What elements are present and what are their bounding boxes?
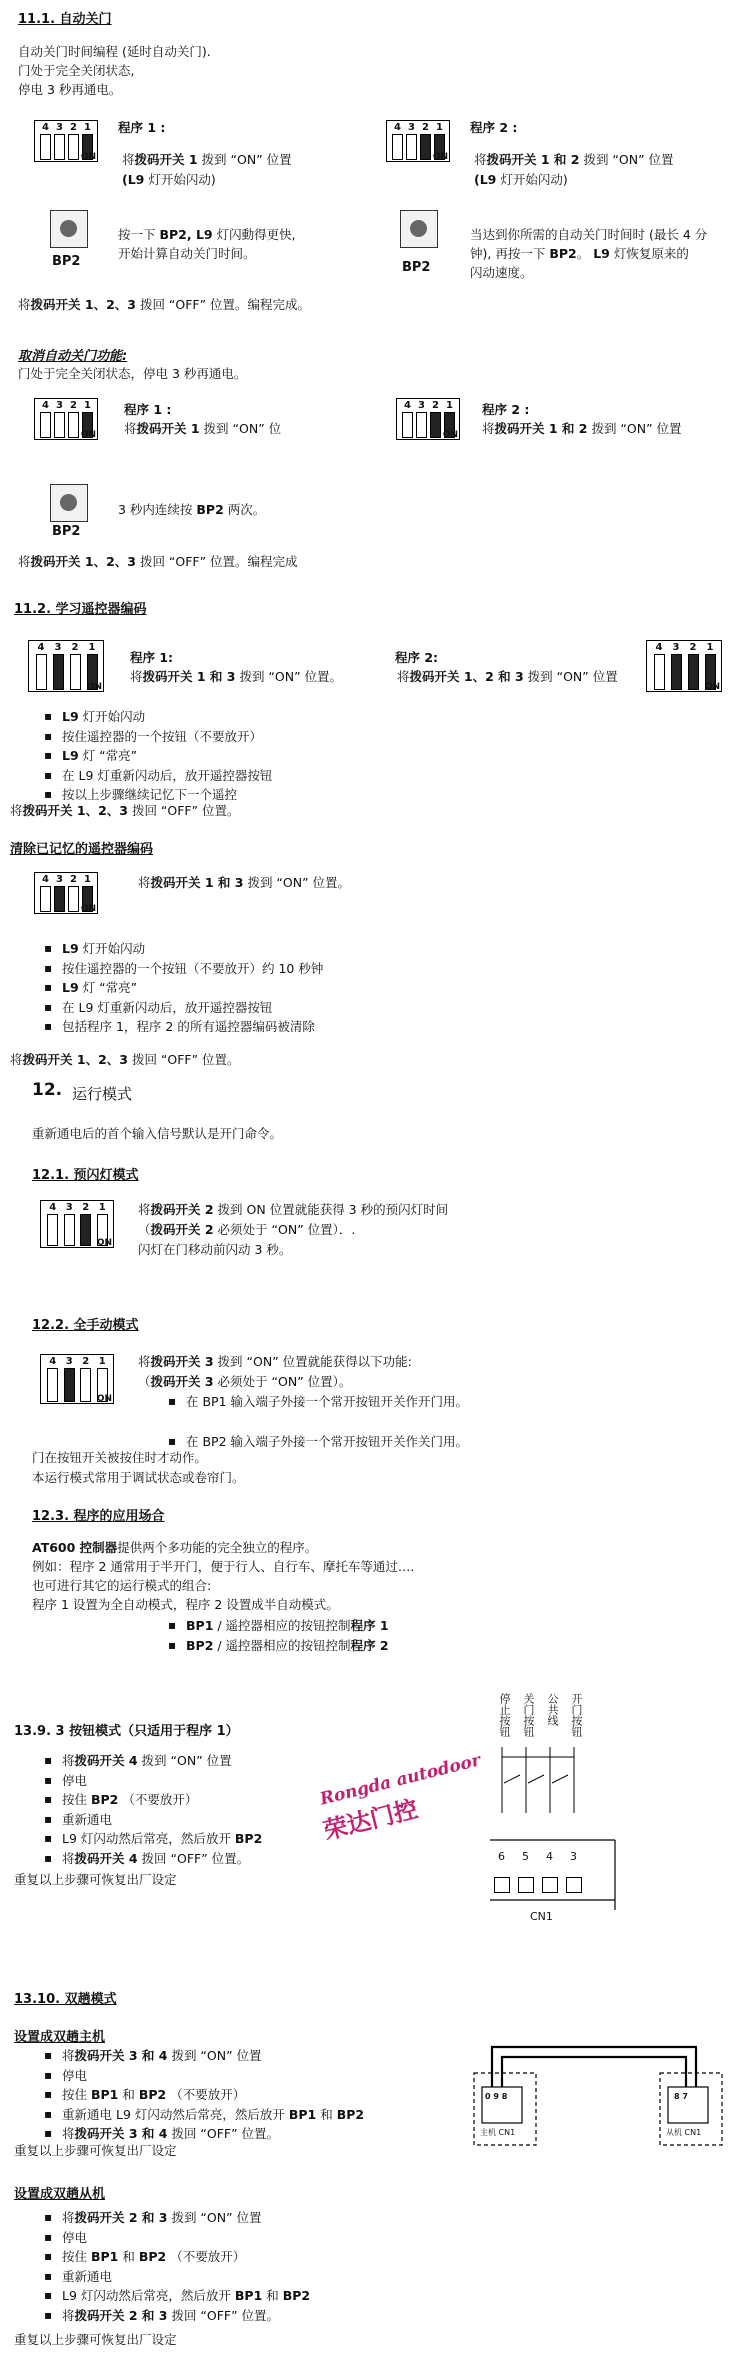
dip-switch-lever [420,134,431,160]
instruction-line: (L9 灯开始闪动) [122,172,216,187]
dip-number: 1 [98,1202,106,1213]
section-title-11-2: 11.2. 学习遥控器编码 [14,602,147,617]
wire-label: 公共线 [546,1693,559,1726]
instruction-line: 将拨码开关 2 拨到 ON 位置就能获得 3 秒的预闪灯时间 [138,1202,449,1217]
list-item: ▪ BP1 / 遥控器相应的按钮控制程序 1 [186,1616,389,1636]
wire-label: 关门按钮 [522,1693,535,1737]
dip-switch-lever [70,654,81,690]
finish-line: 将拨码开关 1、2、3 拨回 “OFF” 位置。编程完成 [18,554,298,569]
step-list [62,939,323,1037]
dip-number: 3 [65,1356,73,1367]
dip-number: 3 [54,642,62,653]
step-list [186,1392,468,1451]
dip-switch-lever [53,654,64,690]
wire-label: 停止按钮 [498,1693,511,1737]
dip-switch-diagram [386,120,450,162]
dip-number: 3 [408,122,415,133]
dip-switch-lever [430,412,441,438]
dip-switch-lever [64,1368,75,1402]
dip-number: 3 [672,642,680,653]
terminal-block [566,1877,582,1893]
info-line: 程序 1 设置为全自动模式，程序 2 设置成半自动模式。 [32,1597,339,1612]
instruction-line: 将拨码开关 1 和 3 拨到 “ON” 位置。 [138,875,351,890]
list-item: ▪ 停电 [62,1771,262,1791]
dip-on-label: ON [80,904,96,914]
terminal-block [494,1877,510,1893]
list-item: ▪ 重新通电 [62,2267,310,2287]
section-title-13-9: 13.9. 3 按钮模式（只适用于程序 1） [14,1724,239,1739]
dip-switch-lever [68,134,79,160]
program-2-title: 程序 2 : [470,120,518,135]
dip-switch-lever [40,412,51,438]
dip-switch-lever [54,412,65,438]
dip-switch-lever [47,1368,58,1402]
intro-line: 门处于完全关闭状态，停电 3 秒再通电。 [18,366,247,381]
list-item: ▪ 在 BP2 输入端子外接一个常开按钮开关作关门用。 [186,1432,468,1452]
list-item: ▪ L9 灯开始闪动 [62,707,272,727]
dip-number: 4 [394,122,401,133]
program-2-title: 程序 2: [395,650,439,665]
list-item: ▪ 在 BP1 输入端子外接一个常开按钮开关作开门用。 [186,1392,468,1412]
subsection-slave: 设置成双趟从机 [14,2187,106,2202]
dip-switch-diagram [34,120,98,162]
reset-line: 重复以上步骤可恢复出厂设定 [14,1872,177,1887]
finish-line: 将拨码开关 1、2、3 拨回 “OFF” 位置。 [10,803,240,818]
dip-switch-lever [416,412,427,438]
dip-number: 2 [422,122,429,133]
section-title-13-10: 13.10. 双趟模式 [14,1992,117,2007]
dip-switch-diagram [40,1200,114,1248]
chapter-title: 运行模式 [72,1085,133,1103]
connector-label: CN1 [530,1910,553,1923]
dip-switch-lever [68,886,79,912]
info-line: 例如：程序 2 通常用于半开门，便于行人、自行车、摩托车等通过…. [32,1559,415,1574]
bp2-button-icon [50,484,88,522]
dip-number: 1 [98,1356,106,1367]
dip-number: 1 [446,400,453,411]
dip-number: 1 [84,122,91,133]
dip-switch-lever [40,886,51,912]
bp2-label: BP2 [402,260,431,275]
dip-number: 4 [655,642,663,653]
finish-line: 将拨码开关 1、2、3 拨回 “OFF” 位置。编程完成。 [18,297,311,312]
dip-switch-lever [54,134,65,160]
dip-number: 1 [88,642,96,653]
section-title-cancel: 取消自动关门功能: [18,349,128,364]
dip-switch-lever [64,1214,75,1246]
dip-number: 3 [65,1202,73,1213]
dip-on-label: ON [704,682,720,692]
terminal-number: 3 [570,1850,577,1863]
list-item: ▪ L9 灯闪动然后常亮，然后放开 BP2 [62,1829,262,1849]
bp2-button-icon [400,210,438,248]
instruction-line: 将拨码开关 1 拨到 “ON” 位置 [122,152,292,167]
instruction-line: 当达到你所需的自动关门时间时 (最长 4 分 [470,227,708,242]
dip-switch-lever [392,134,403,160]
bp2-button-icon [50,210,88,248]
instruction-line: 钟), 再按一下 BP2。 L9 灯恢复原来的 [470,246,689,261]
dip-switch-diagram [34,398,98,440]
dip-switch-lever [80,1368,91,1402]
instruction-line: 开始计算自动关门时间。 [118,246,256,261]
dip-number: 2 [70,122,77,133]
dip-number: 4 [37,642,45,653]
dip-number: 4 [49,1356,57,1367]
reset-line: 重复以上步骤可恢复出厂设定 [14,2332,177,2347]
list-item: ▪ 停电 [62,2228,310,2248]
list-item: ▪ L9 灯 “常亮” [62,978,323,998]
list-item: ▪ 将拨码开关 3 和 4 拨回 “OFF” 位置。 [62,2124,364,2144]
dip-number: 4 [42,874,49,885]
list-item: ▪ 按住 BP1 和 BP2 （不要放开） [62,2085,364,2105]
list-item: ▪ 按住 BP2 （不要放开） [62,1790,262,1810]
dip-switch-lever [40,134,51,160]
info-line: AT600 控制器提供两个多功能的完全独立的程序。 [32,1540,318,1555]
list-item: ▪ 按住遥控器的一个按钮（不要放开）约 10 秒钟 [62,959,323,979]
dip-number: 4 [404,400,411,411]
terminal-block [518,1877,534,1893]
dip-number: 3 [56,122,63,133]
list-item: ▪ 重新通电 [62,1810,262,1830]
terminal-number: 6 [498,1850,505,1863]
dip-switch-lever [654,654,665,690]
dip-number: 1 [436,122,443,133]
subsection-master: 设置成双趟主机 [14,2030,106,2045]
dip-number: 1 [84,874,91,885]
list-item: ▪ 按住遥控器的一个按钮（不要放开） [62,727,272,747]
instruction-line: （拨码开关 3 必须处于 “ON” 位置）。 [138,1374,352,1389]
intro-line: 自动关门时间编程 (延时自动关门). [18,44,211,59]
list-item: ▪ L9 灯闪动然后常亮，然后放开 BP1 和 BP2 [62,2286,310,2306]
dip-number: 1 [706,642,714,653]
instruction-line: 将拨码开关 1 和 2 拨到 “ON” 位置 [482,421,682,436]
list-item: ▪ 将拨码开关 2 和 3 拨到 “ON” 位置 [62,2208,310,2228]
master-label: 主机 CN1 [480,2128,516,2137]
slave-terminal-numbers: 8 7 [674,2092,688,2101]
step-list [62,707,272,805]
instruction-line: 闪灯在门移动前闪动 3 秒。 [138,1242,292,1257]
wire-label: 开门按钮 [570,1693,583,1737]
dip-on-label: ON [432,152,448,162]
dip-number: 2 [82,1202,90,1213]
dip-number: 2 [82,1356,90,1367]
info-line: 本运行模式常用于调试状态或卷帘门。 [32,1470,245,1485]
list-item: ▪ 包括程序 1，程序 2 的所有遥控器编码被清除 [62,1017,323,1037]
list-item: ▪ 在 L9 灯重新闪动后，放开遥控器按钮 [62,998,323,1018]
instruction-line: 将拨码开关 1 和 3 拨到 “ON” 位置。 [130,669,343,684]
program-list [186,1616,389,1655]
watermark-logo: 荣达门控 [320,1794,421,1846]
dip-switch-lever [54,886,65,912]
list-item: ▪ 将拨码开关 4 拨回 “OFF” 位置。 [62,1849,262,1869]
dip-switch-diagram [28,640,104,692]
dip-switch-diagram [34,872,98,914]
instruction-line: 将拨码开关 1、2 和 3 拨到 “ON” 位置 [397,669,618,684]
info-line: 也可进行其它的运行模式的组合: [32,1578,212,1593]
instruction-line: (L9 灯开始闪动) [474,172,568,187]
list-item: ▪ 在 L9 灯重新闪动后，放开遥控器按钮 [62,766,272,786]
list-item: ▪ L9 灯 “常亮” [62,746,272,766]
step-list [62,2208,310,2325]
dip-switch-lever [688,654,699,690]
dip-number: 3 [418,400,425,411]
dip-number: 2 [70,874,77,885]
list-item: ▪ 将拨码开关 2 和 3 拨回 “OFF” 位置。 [62,2306,310,2326]
program-1-title: 程序 1: [130,650,174,665]
intro-line: 停电 3 秒再通电。 [18,82,122,97]
watermark-text: Rongda autodoor [318,1750,483,1810]
instruction-line: 3 秒内连续按 BP2 两次。 [118,502,266,517]
section-title-12-1: 12.1. 预闪灯模式 [32,1168,139,1183]
instruction-line: 将拨码开关 3 拨到 “ON” 位置就能获得以下功能: [138,1354,412,1369]
instruction-line: 将拨码开关 1 和 2 拨到 “ON” 位置 [474,152,674,167]
dip-number: 1 [84,400,91,411]
list-item: ▪ 将拨码开关 3 和 4 拨到 “ON” 位置 [62,2046,364,2066]
list-item: ▪ L9 灯开始闪动 [62,939,323,959]
list-item: ▪ 重新通电 L9 灯闪动然后常亮，然后放开 BP1 和 BP2 [62,2105,364,2125]
master-terminal-numbers: 0 9 8 [485,2092,508,2101]
dip-number: 2 [432,400,439,411]
dip-switch-lever [671,654,682,690]
dip-on-label: ON [442,430,458,440]
dip-on-label: ON [86,682,102,692]
step-list [62,2046,364,2144]
list-item: ▪ 按住 BP1 和 BP2 （不要放开） [62,2247,310,2267]
dip-number: 4 [42,400,49,411]
dip-switch-lever [80,1214,91,1246]
dip-number: 2 [71,642,79,653]
terminal-number: 4 [546,1850,553,1863]
dip-on-label: ON [96,1394,112,1404]
dip-on-label: ON [80,430,96,440]
info-line: 门在按钮开关被按住时才动作。 [32,1450,208,1465]
slave-label: 从机 CN1 [666,2128,702,2137]
section-title-12-3: 12.3. 程序的应用场合 [32,1509,165,1524]
program-2-title: 程序 2 : [482,402,530,417]
dip-switch-lever [36,654,47,690]
instruction-line: 将拨码开关 1 拨到 “ON” 位 [124,421,282,436]
terminal-block [542,1877,558,1893]
list-item: ▪ BP2 / 遥控器相应的按钮控制程序 2 [186,1636,389,1656]
list-item: ▪ 停电 [62,2066,364,2086]
dip-number: 3 [56,874,63,885]
dip-switch-diagram [646,640,722,692]
dip-switch-lever [68,412,79,438]
list-item: ▪ 将拨码开关 4 拨到 “ON” 位置 [62,1751,262,1771]
dip-number: 2 [70,400,77,411]
section-title-11-1: 11.1. 自动关门 [18,12,112,27]
finish-line: 将拨码开关 1、2、3 拨回 “OFF” 位置。 [10,1052,240,1067]
instruction-line: 闪动速度。 [470,265,533,280]
intro-line: 重新通电后的首个输入信号默认是开门命令。 [32,1126,283,1141]
step-list [62,1751,262,1868]
instruction-line: （拨码开关 2 必须处于 “ON” 位置）．. [138,1222,356,1237]
dip-switch-diagram [396,398,460,440]
program-1-title: 程序 1 : [118,120,166,135]
section-title-12-2: 12.2. 全手动模式 [32,1318,139,1333]
dip-on-label: ON [96,1238,112,1248]
list-item: ▪ 按以上步骤继续记忆下一个遥控 [62,785,272,805]
instruction-line: 按一下 BP2, L9 灯闪動得更快, [118,227,296,242]
bp2-label: BP2 [52,524,81,539]
terminal-number: 5 [522,1850,529,1863]
program-1-title: 程序 1 : [124,402,172,417]
dip-number: 3 [56,400,63,411]
dip-switch-lever [406,134,417,160]
dip-number: 4 [42,122,49,133]
bp2-label: BP2 [52,254,81,269]
dip-switch-lever [47,1214,58,1246]
chapter-number: 12. [32,1080,63,1100]
dip-switch-lever [402,412,413,438]
dip-on-label: ON [80,152,96,162]
section-title-clear: 清除已记忆的遥控器编码 [10,842,154,857]
reset-line: 重复以上步骤可恢复出厂设定 [14,2143,177,2158]
dip-number: 4 [49,1202,57,1213]
dip-switch-diagram [40,1354,114,1404]
intro-line: 门处于完全关闭状态, [18,63,135,78]
dip-number: 2 [689,642,697,653]
